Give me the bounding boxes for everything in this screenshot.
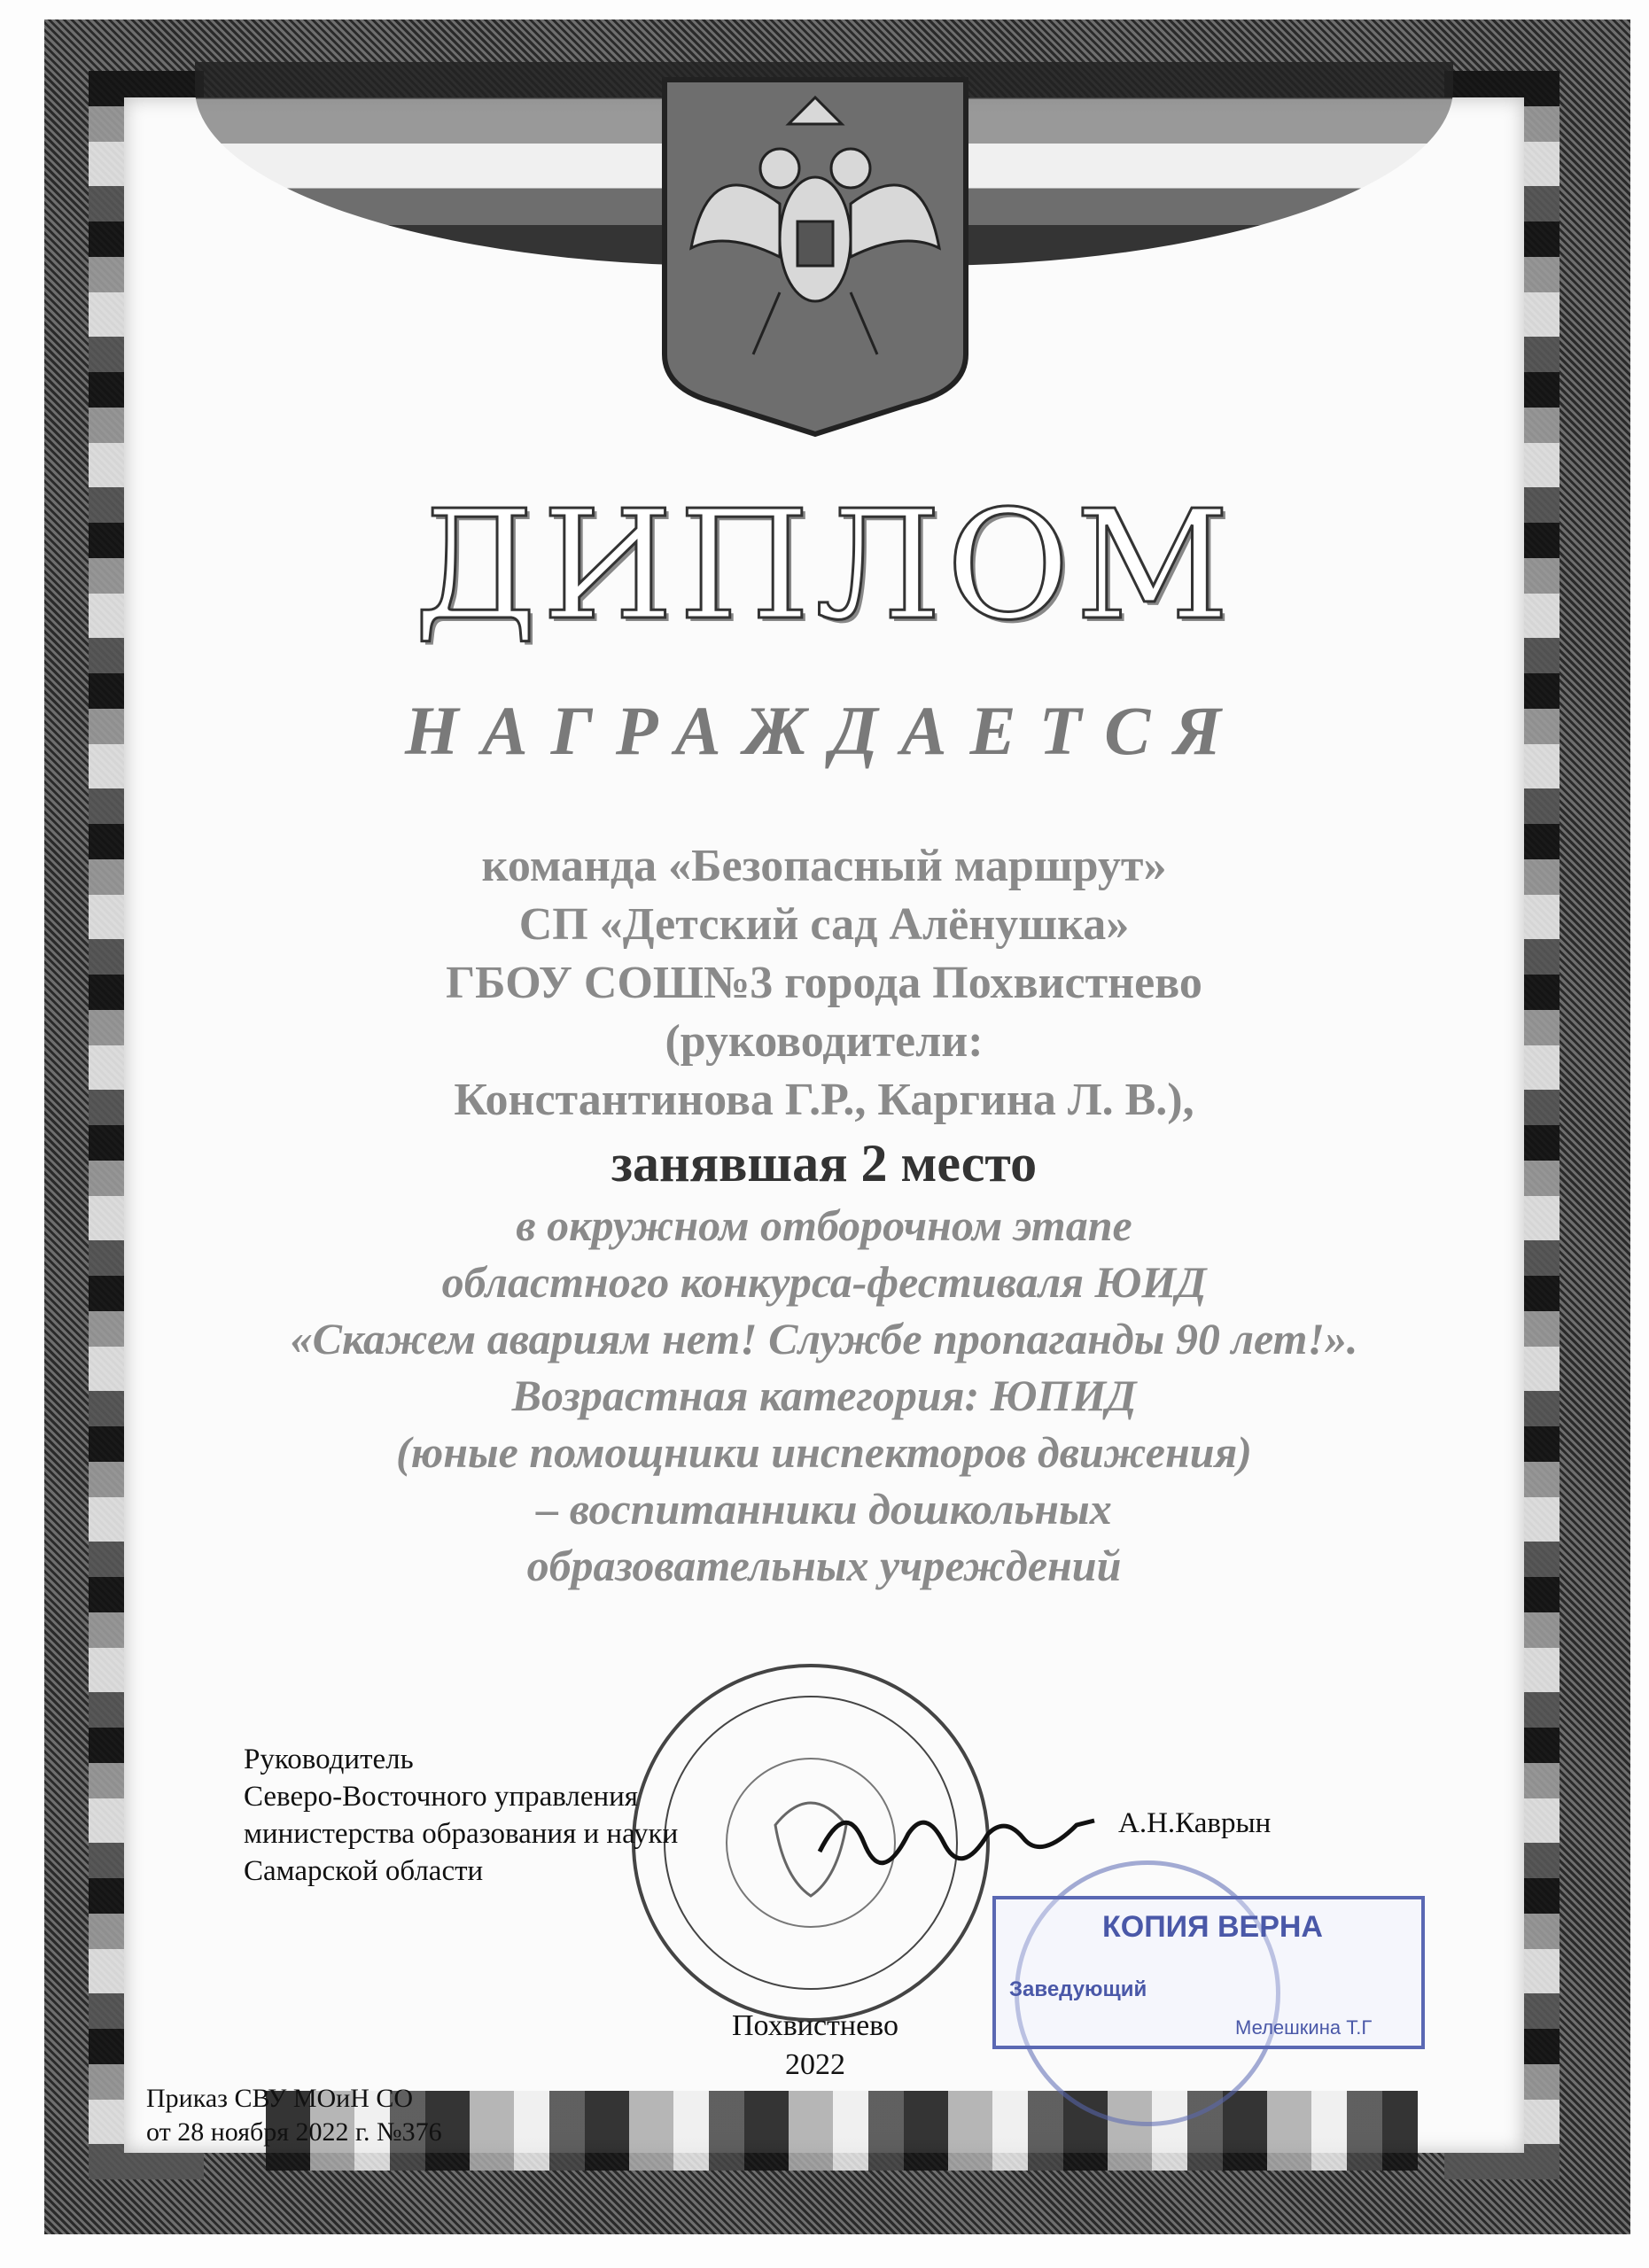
handwritten-signature bbox=[811, 1781, 1103, 1878]
issue-city: Похвистнево bbox=[731, 2009, 898, 2042]
issue-year: 2022 bbox=[785, 2048, 845, 2081]
order-reference bbox=[146, 2082, 589, 2149]
coat-of-arms-icon bbox=[647, 71, 984, 443]
order-line: Приказ СВУ МОиН СО bbox=[146, 2084, 414, 2113]
copy-certified-stamp bbox=[992, 1896, 1425, 2049]
issue-place-date bbox=[673, 2007, 957, 2085]
place-line: занявшая 2 место bbox=[611, 1134, 1038, 1192]
signatory-position-line: Самарской области bbox=[244, 1855, 484, 1887]
event-line: «Скажем авариям нет! Службе пропаганды 90 лет!». bbox=[290, 1314, 1358, 1363]
signatory-position-line: министерства образования и науки bbox=[244, 1818, 679, 1850]
signatory-position-line: Северо-Восточного управления bbox=[244, 1781, 638, 1813]
award-text-block bbox=[204, 837, 1444, 1594]
event-line: областного конкурса-фестиваля ЮИД bbox=[441, 1257, 1207, 1307]
recipient-line: команда «Безопасный маршрут» bbox=[481, 841, 1167, 891]
recipient-line: СП «Детский сад Алёнушка» bbox=[518, 899, 1130, 950]
stamp-title: КОПИЯ ВЕРНА bbox=[1102, 1910, 1323, 1944]
event-line: – воспитанники дошкольных bbox=[536, 1484, 1112, 1534]
signatory-position bbox=[244, 1741, 722, 1890]
recipient-line: ГБОУ СОШ№3 города Похвистнево bbox=[446, 958, 1202, 1008]
event-line: Возрастная категория: ЮПИД bbox=[511, 1371, 1137, 1420]
recipient-line: (руководители: bbox=[665, 1016, 984, 1067]
signatory-name: А.Н.Каврын bbox=[1118, 1807, 1272, 1839]
recipient-line: Константинова Г.Р., Каргина Л. В.), bbox=[454, 1075, 1194, 1125]
document-subtitle: НАГРАЖДАЕТСЯ bbox=[405, 692, 1244, 769]
stamp-name: Мелешкина Т.Г bbox=[1235, 2016, 1373, 2039]
event-line: в окружном отборочном этапе bbox=[516, 1200, 1132, 1250]
signatory-position-line: Руководитель bbox=[244, 1744, 414, 1775]
stamp-role: Заведующий bbox=[1009, 1977, 1147, 2001]
document-title: ДИПЛОМ bbox=[414, 478, 1235, 654]
event-line: образовательных учреждений bbox=[526, 1541, 1122, 1590]
order-line: от 28 ноября 2022 г. №376 bbox=[146, 2117, 442, 2147]
event-line: (юные помощники инспекторов движения) bbox=[396, 1427, 1252, 1477]
